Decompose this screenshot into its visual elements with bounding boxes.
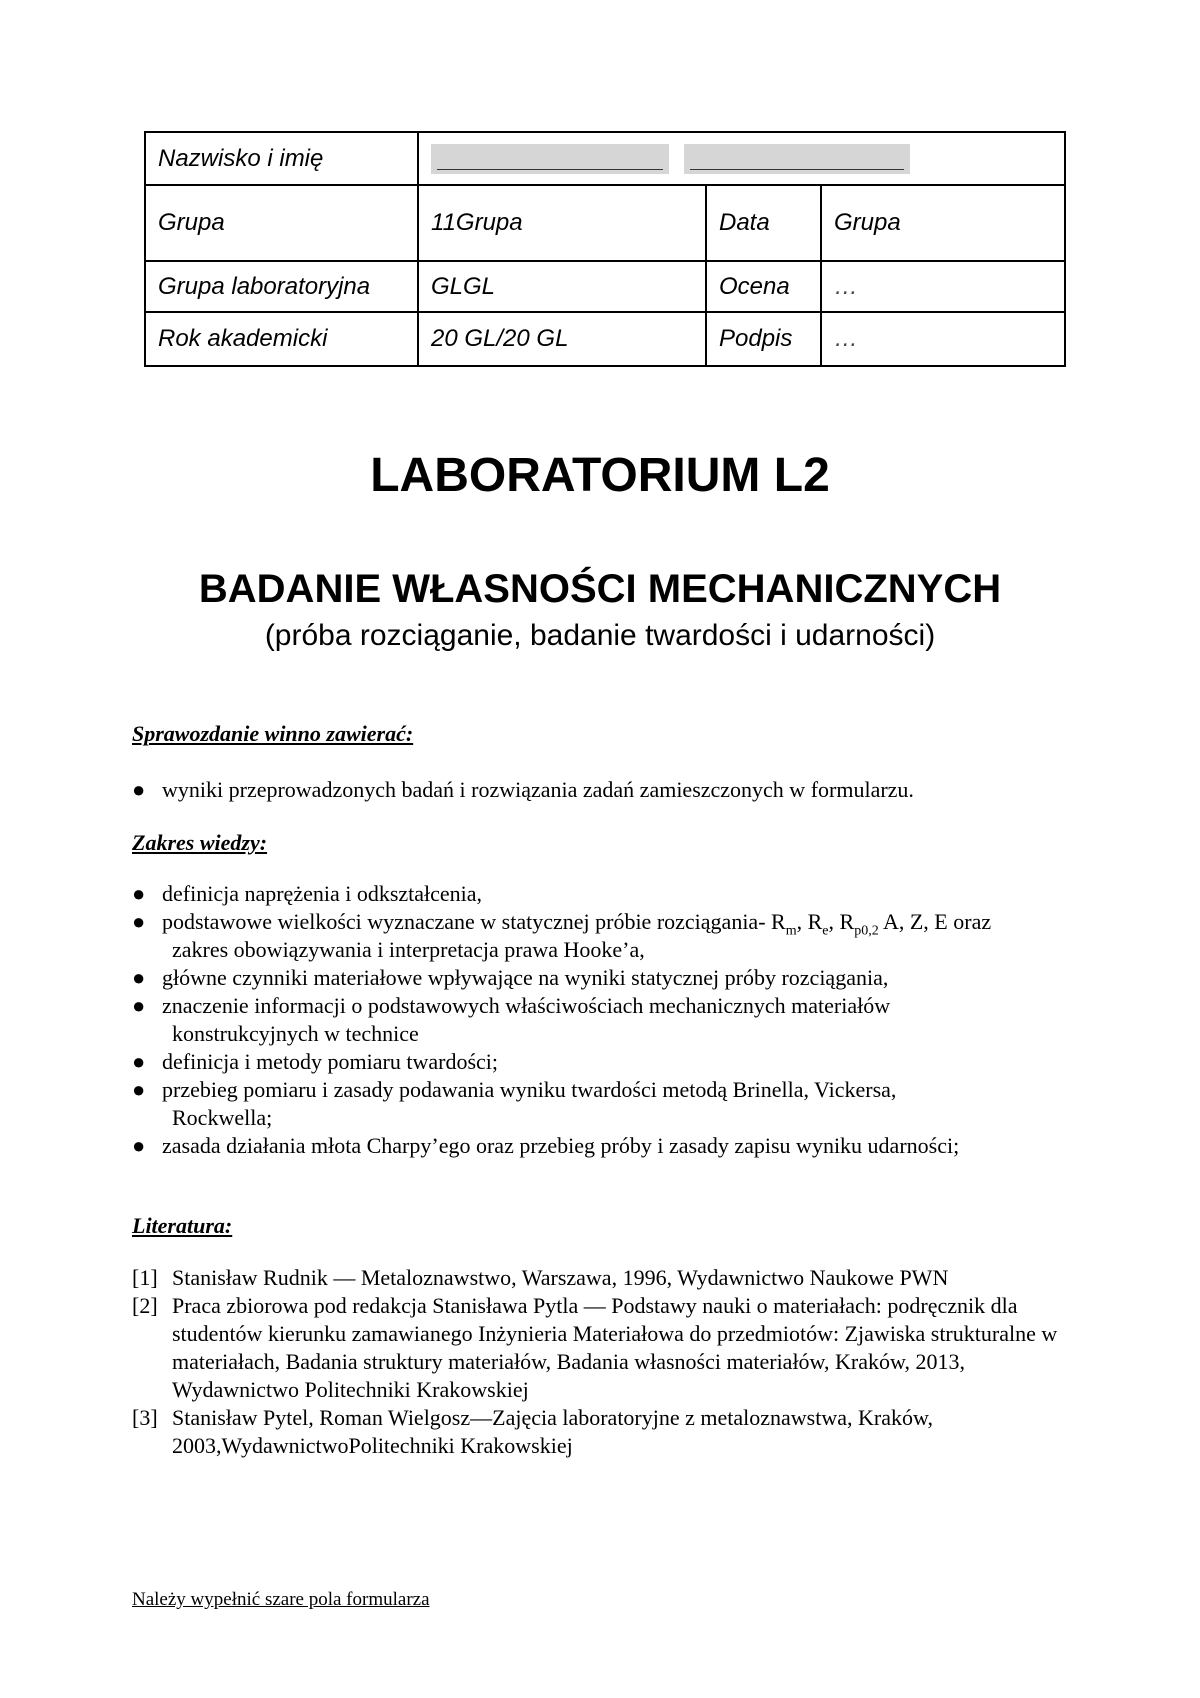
bullet-icon: ● — [132, 1133, 146, 1158]
lab-group-row — [145, 261, 1065, 312]
list-item: ● definicja i metody pomiaru twardości; — [132, 1049, 499, 1074]
reference-item: [1] Stanisław Rudnik — Metaloznawstwo, Warszawa, 1996, Wydawnictwo Naukowe PWN — [132, 1265, 949, 1290]
list-item: ● wyniki przeprowadzonych badań i rozwiązania zadań zamieszczonych w formularzu. — [132, 777, 914, 802]
year-value[interactable]: 20 GL/20 GL — [418, 312, 706, 366]
surname-field[interactable] — [431, 144, 669, 174]
first-name-field[interactable] — [684, 144, 910, 174]
group-row — [145, 185, 1065, 261]
knowledge-list — [132, 880, 1092, 1160]
grade-value[interactable]: … — [821, 261, 1065, 312]
bullet-icon: ● — [132, 881, 146, 906]
page-subtitle: BADANIE WŁASNOŚCI MECHANICZNYCH — [198, 567, 1002, 611]
lab-group-value[interactable]: GLGL — [418, 261, 706, 312]
reference-item: [3] Stanisław Pytel, Roman Wielgosz—Zajęcia laboratoryjne z metaloznawstwa, Kraków, 2003,WydawnictwoPolitechniki Krakowskiej — [132, 1405, 933, 1458]
lab-group-label: Grupa laboratoryjna — [145, 261, 418, 312]
bullet-icon: ● — [132, 777, 146, 802]
knowledge-heading: Zakres wiedzy: — [132, 830, 268, 855]
year-row — [145, 312, 1065, 366]
date-label: Data — [706, 185, 821, 261]
reference-item: [2] Praca zbiorowa pod redakcja Stanisława Pytla — Podstawy nauki o materiałach: podręcznik dla studentów kierunku zamawianego Inżynieria Materiałowa do przedmiotów: Zjawiska strukturalne w materiałach, Badania struktury materiałów, Badania własności materiałów, Kraków, 2013, Wydawnictwo Politechniki Krakowskiej — [132, 1293, 1058, 1402]
bullet-icon: ● — [132, 1077, 146, 1102]
signature-value[interactable]: … — [821, 312, 1065, 366]
list-item: ● przebieg pomiaru i zasady podawania wyniku twardości metodą Brinella, Vickersa, Rockwella; — [132, 1077, 897, 1130]
bullet-icon: ● — [132, 909, 146, 934]
report-heading: Sprawozdanie winno zawierać: — [132, 721, 414, 746]
name-row — [145, 132, 1065, 185]
list-item: ● definicja naprężenia i odkształcenia, — [132, 881, 483, 906]
footnote: Należy wypełnić szare pola formularza — [132, 1589, 430, 1610]
year-label: Rok akademicki — [145, 312, 418, 366]
literature-heading: Literatura: — [132, 1213, 233, 1238]
report-list — [132, 776, 1092, 804]
header-form-table — [144, 131, 1066, 367]
list-item: ● podstawowe wielkości wyznaczane w statycznej próbie rozciągania- $R_m$, $R_e$, $R_{p0,2}$ A, Z, E oraz zakres obowiązywania i interpretacja prawa Hooke’a, — [132, 909, 992, 962]
bullet-icon: ● — [132, 1049, 146, 1074]
page-subtitle-detail: (próba rozciąganie, badanie twardości i udarności) — [264, 619, 936, 652]
list-item: ● główne czynniki materiałowe wpływające na wyniki statycznej próby rozciągania, — [132, 965, 889, 990]
name-label: Nazwisko i imię — [145, 132, 418, 185]
page-title: LABORATORIUM L2 — [370, 449, 830, 502]
bullet-icon: ● — [132, 965, 146, 990]
group-label: Grupa — [145, 185, 418, 261]
signature-label: Podpis — [706, 312, 821, 366]
list-item: ● zasada działania młota Charpy’ego oraz przebieg próby i zasady zapisu wyniku udarności; — [132, 1133, 960, 1158]
grade-label: Ocena — [706, 261, 821, 312]
date-value[interactable]: Grupa — [821, 185, 1065, 261]
name-cell — [418, 132, 1065, 185]
group-value[interactable]: 11Grupa — [418, 185, 706, 261]
literature-list — [132, 1264, 1092, 1460]
bullet-icon: ● — [132, 993, 146, 1018]
list-item: ● znaczenie informacji o podstawowych właściwościach mechanicznych materiałów konstrukcyjnych w technice — [132, 993, 891, 1046]
